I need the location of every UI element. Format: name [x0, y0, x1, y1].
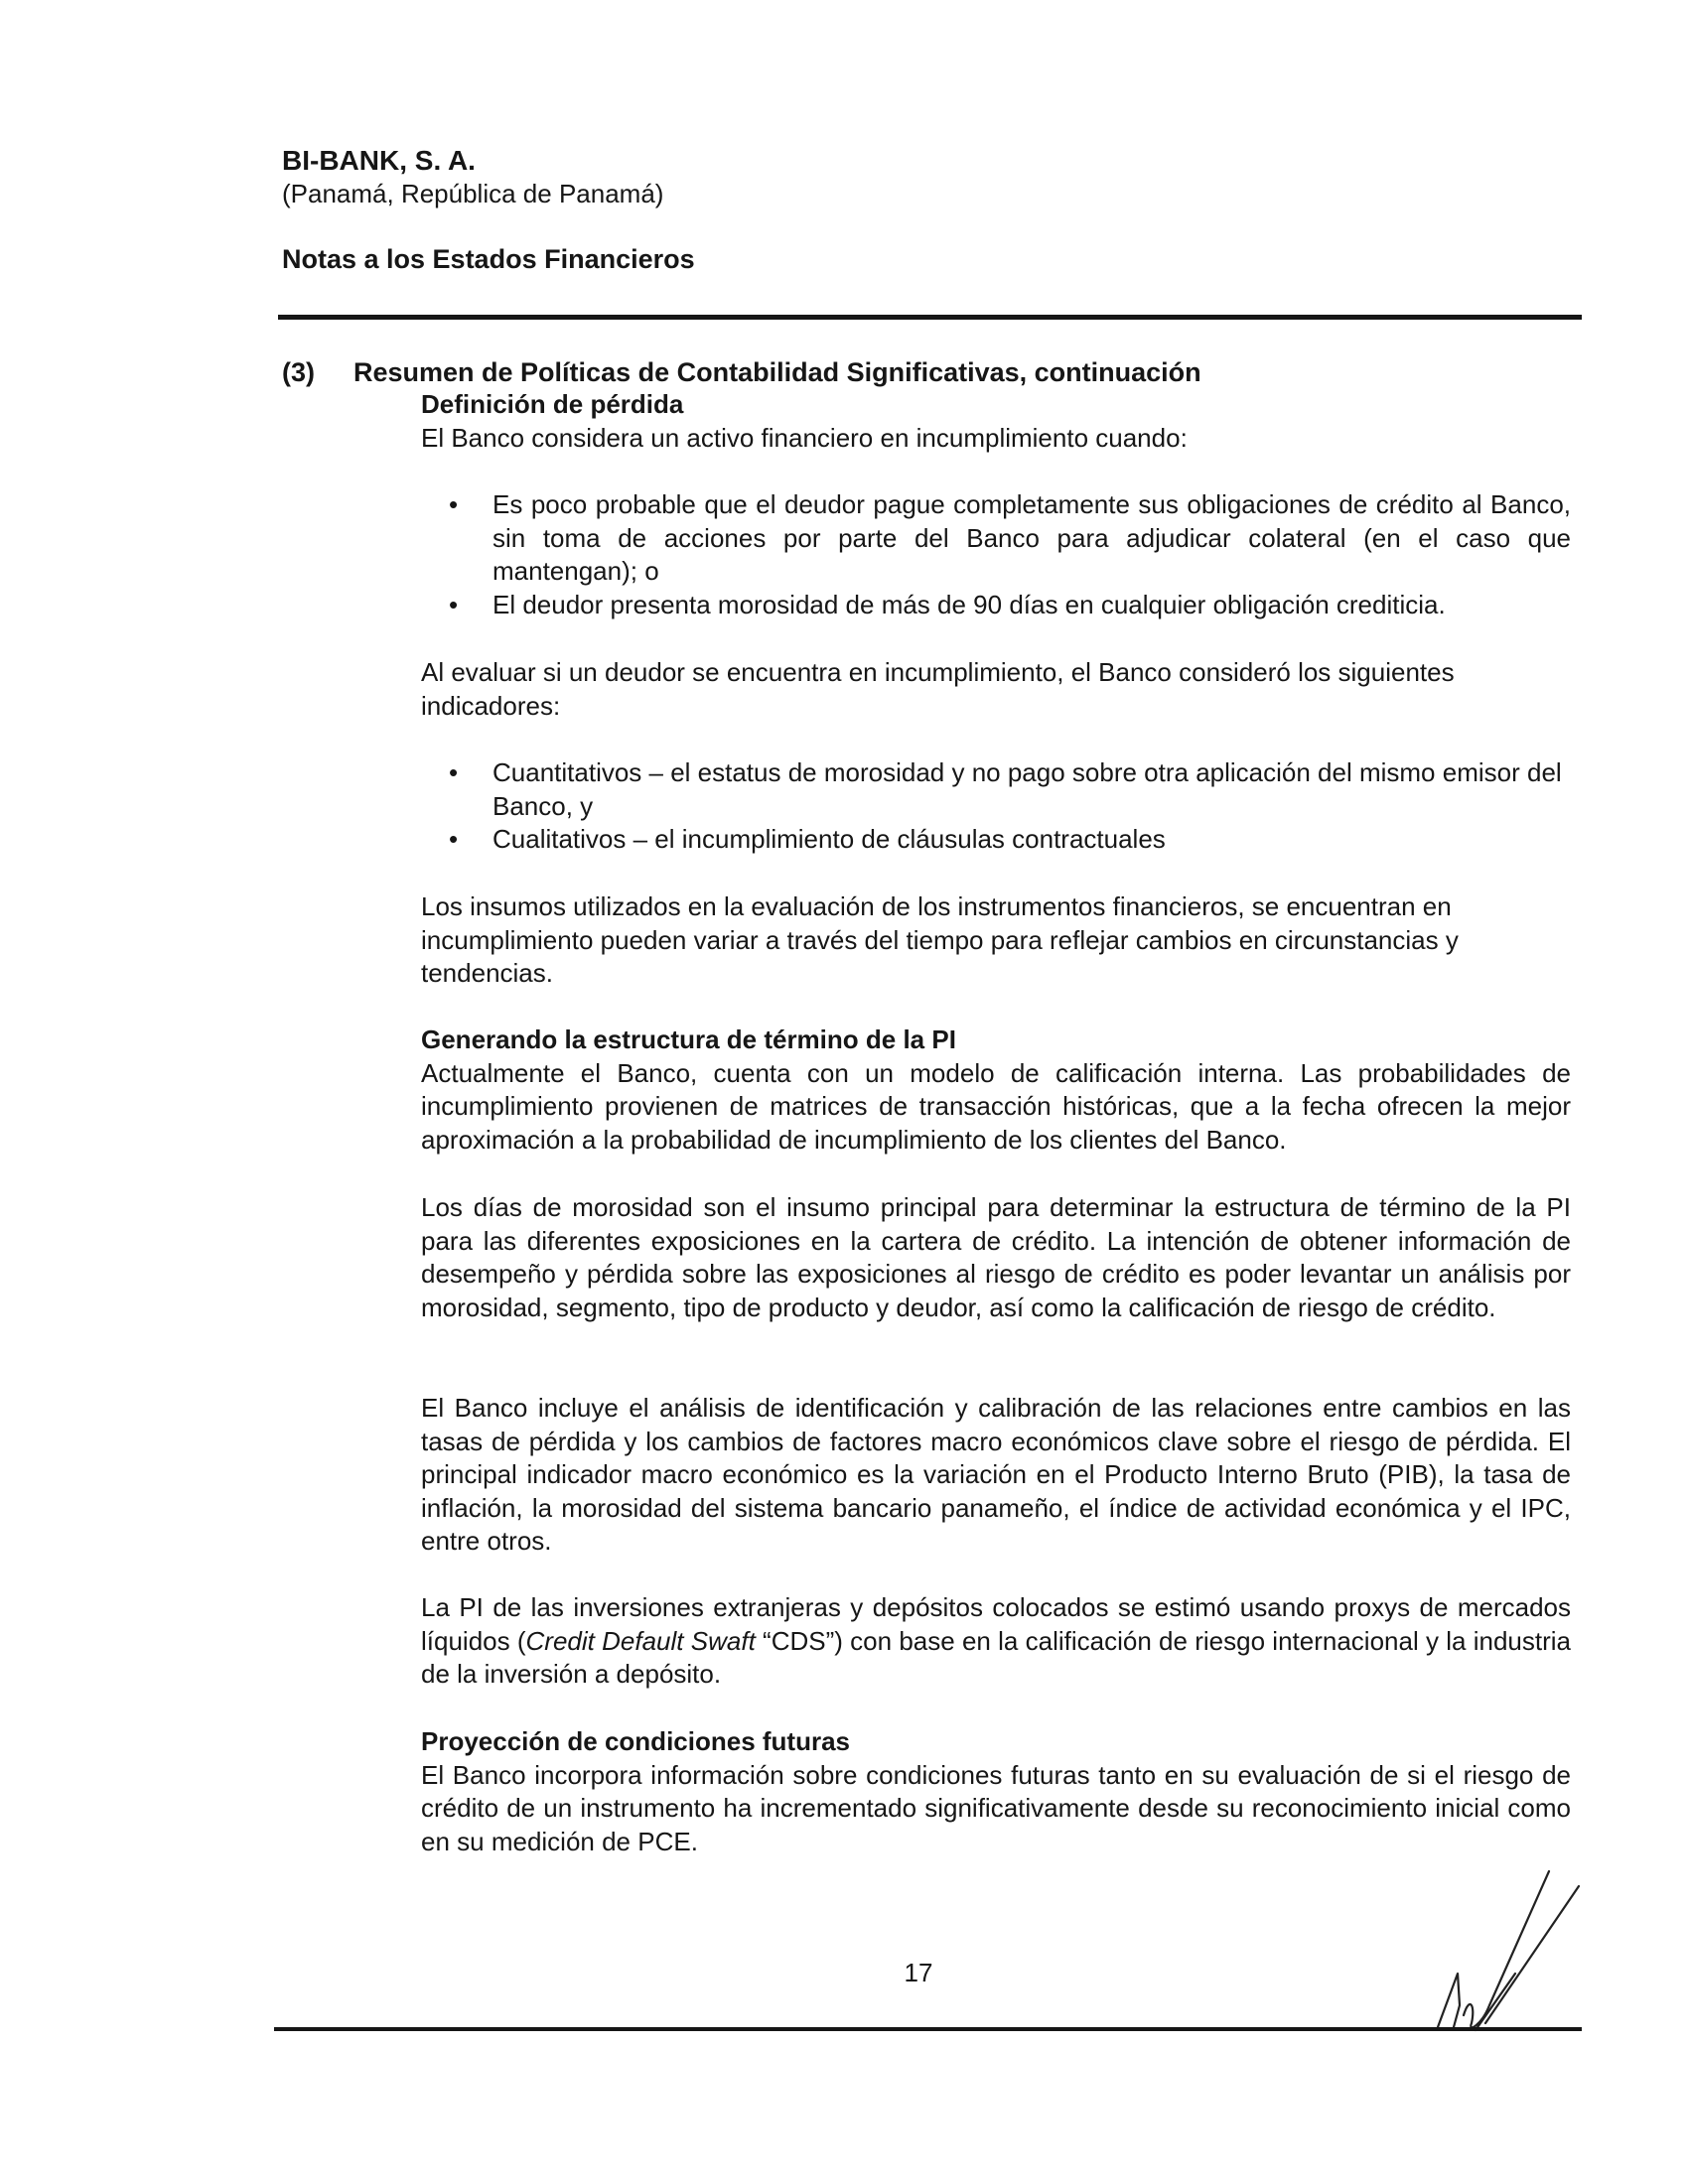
- pi-paragraph-2-block: [421, 1191, 1571, 1324]
- document-title: Notas a los Estados Financieros: [282, 244, 695, 274]
- pi-paragraph-3-block: [421, 1392, 1571, 1559]
- company-name: BI-BANK, S. A.: [282, 145, 476, 176]
- inputs-paragraph: Los insumos utilizados en la evaluación de los instrumentos financieros, se encuentran en incumplimiento pueden variar a través del tiempo para reflejar cambios en circunstancias y tendencias.: [421, 891, 1459, 988]
- pi-paragraph-4-start: La PI de las inversiones extranjeras y depósitos colocados se estimó usando proxys de mercados líquidos (: [421, 1592, 1571, 1656]
- definition-bullet-list: [421, 488, 1571, 621]
- section-number: (3): [282, 357, 315, 387]
- bullet-marker: •: [449, 757, 459, 787]
- bullet-marker: •: [449, 824, 459, 854]
- definition-block: [421, 388, 1571, 455]
- definition-bullets-block: [421, 488, 1571, 621]
- indicator-bullet-list: [421, 756, 1571, 857]
- pi-paragraph-4-italic: Credit Default Swaft: [525, 1625, 756, 1656]
- future-paragraph: El Banco incorpora información sobre condiciones futuras tanto en su evaluación de si el riesgo de crédito de un instrumento ha incrementado significativamente desde su reconocimiento inicial como en su medición de PCE.: [421, 1759, 1571, 1856]
- definition-intro: El Banco considera un activo financiero en incumplimiento cuando:: [421, 422, 1188, 453]
- pi-paragraph-4: [421, 1591, 1571, 1692]
- indicators-intro: Al evaluar si un deudor se encuentra en incumplimiento, el Banco consideró los siguientes indicadores:: [421, 657, 1455, 721]
- indicators-block: [421, 656, 1571, 723]
- signature-mark: [1430, 1856, 1638, 2035]
- signature-stroke: [1476, 1974, 1515, 2030]
- list-item: [421, 589, 1571, 622]
- bullet-text: Cuantitativos – el estatus de morosidad y no pago sobre otra aplicación del mismo emisor del Banco, y: [492, 757, 1562, 821]
- pi-paragraph-4-end: “CDS”) con base en la calificación de riesgo internacional y la industria de la inversión a depósito.: [421, 1625, 1571, 1689]
- signature-stroke: [1438, 1974, 1460, 2027]
- pi-paragraph-1: Actualmente el Banco, cuenta con un modelo de calificación interna. Las probabilidades de incumplimiento provienen de matrices de transacción históricas, que a la fecha ofrecen la mejor aproximación a la probabilidad de incumplimiento de los clientes del Banco.: [421, 1057, 1571, 1155]
- indicator-bullets-block: [421, 756, 1571, 857]
- subheading-pi: Generando la estructura de término de la PI: [421, 1024, 956, 1054]
- list-item: [421, 823, 1571, 857]
- list-item: [421, 488, 1571, 589]
- pi-paragraph-2: Los días de morosidad son el insumo principal para determinar la estructura de término de la PI para las diferentes exposiciones en la cartera de crédito. La intención de obtener información de desempeño y pérdida sobre las exposiciones al riesgo de crédito es poder levantar un análisis por morosidad, segmento, tipo de producto y deudor, así como la calificación de riesgo de crédito.: [421, 1192, 1571, 1322]
- pi-paragraph-3: El Banco incluye el análisis de identificación y calibración de las relaciones entre cambios en las tasas de pérdida y los cambios de factores macro económicos clave sobre el riesgo de pérdida. El principal indicador macro económico es la variación en el Producto Interno Bruto (PIB), la tasa de inflación, la morosidad del sistema bancario panameño, el índice de actividad económica y el IPC, entre otros.: [421, 1393, 1571, 1556]
- bullet-marker: •: [449, 489, 459, 519]
- list-item: [421, 756, 1571, 823]
- footer-divider: [274, 2027, 1582, 2031]
- page-number: 17: [904, 1958, 933, 1987]
- bullet-text: Cualitativos – el incumplimiento de cláusulas contractuales: [492, 824, 1166, 854]
- subheading-future: Proyección de condiciones futuras: [421, 1726, 850, 1756]
- bullet-text: El deudor presenta morosidad de más de 90 días en cualquier obligación crediticia.: [492, 589, 1446, 619]
- subheading-definition: Definición de pérdida: [421, 389, 684, 419]
- header-divider: [278, 315, 1582, 320]
- inputs-paragraph-block: [421, 890, 1571, 991]
- section-title: Resumen de Políticas de Contabilidad Significativas, continuación: [353, 357, 1201, 387]
- pi-paragraph-4-block: [421, 1591, 1571, 1692]
- bullet-marker: •: [449, 589, 459, 619]
- pi-section: [421, 1024, 1571, 1157]
- bullet-text: Es poco probable que el deudor pague completamente sus obligaciones de crédito al Banco, sin toma de acciones por parte del Banco para adjudicar colateral (en el caso que mantengan); o: [492, 489, 1571, 586]
- future-section: [421, 1725, 1571, 1858]
- company-location: (Panamá, República de Panamá): [282, 179, 664, 208]
